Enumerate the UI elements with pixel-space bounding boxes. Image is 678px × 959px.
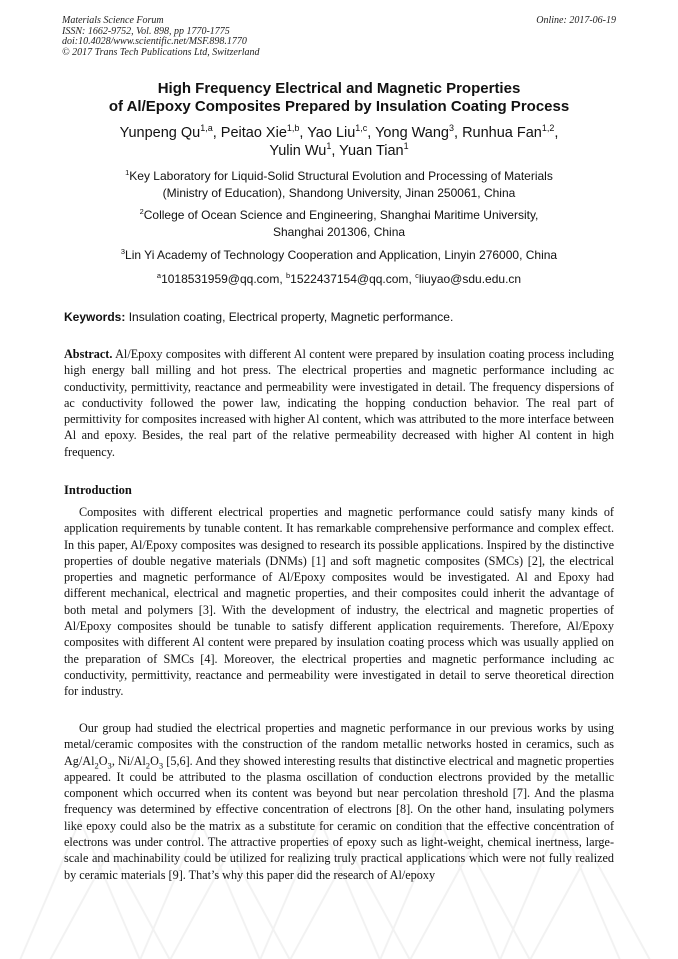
issn-line: ISSN: 1662-9752, Vol. 898, pp 1770-1775 [62,25,230,37]
email-address: 1522437154@qq.com [290,272,409,286]
affiliation-2 [50,207,628,240]
email-mark: b [286,271,291,280]
subscript: 2 [145,760,151,771]
subscript: 3 [158,760,164,771]
keywords-section [64,309,614,325]
subscript: 3 [107,760,112,771]
author-name: Yulin Wu [269,143,327,159]
publication-info [62,16,260,58]
subscript: 2 [94,760,99,771]
author-separator: , [367,125,376,141]
keywords-label: Keywords: [64,310,126,324]
author-name: Runhua Fan [462,125,542,141]
affiliation-3 [50,247,628,264]
affiliation-number: 1 [125,168,130,177]
author-name: Peitao Xie [220,125,287,141]
email-mark: c [415,271,419,280]
online-date: Online: 2017-06-19 [536,15,616,26]
author-affiliation-mark: 1,b [286,123,300,134]
author-list [50,124,628,160]
author-separator: , [554,125,559,141]
abstract-label: Abstract. [64,347,113,361]
author-affiliation-mark: 1 [403,141,409,152]
author-separator: , [331,143,340,159]
author-affiliation-mark: 1 [326,141,332,152]
author-line-1 [50,124,628,142]
abstract-paragraph [64,346,614,460]
author-separator: , [212,125,221,141]
introduction-paragraph-2 [64,720,614,883]
affiliation-text: Shanghai 201306, China [272,224,406,239]
author-line-2 [50,142,628,160]
author-affiliation-mark: 1,c [355,123,368,134]
affiliation-text: (Ministry of Education), Shandong University, Jinan 250061, China [162,185,516,200]
author-name: Yunpeng Qu [119,125,201,141]
author-name: Yuan Tian [339,143,404,159]
affiliation-number: 2 [139,207,144,216]
author-affiliation-mark: 3 [449,123,454,134]
affiliation-1 [50,168,628,201]
author-emails [50,271,628,287]
paragraph-text: O [150,753,159,768]
paragraph-text: O [98,753,108,768]
keywords-text: Insulation coating, Electrical property, Magnetic performance. [125,310,454,324]
author-affiliation-mark: 1,a [200,123,213,134]
abstract-text: Al/Epoxy composites with different Al content were prepared by insulation coating process including high energy ball milling and hot press. The electrical properties and magnetic performance including ac conductivity, permittivity, reactance and permeability were investigated in detail. The frequency dispersions of ac conductivity followed the power law, indicating the hopping conduction behavior. The real part of permittivity for composites increased with higher Al content, which was attributed to the more interface between Al and epoxy. Besides, the real part of the relative permeability decreased with higher Al content in high frequency. [64,347,614,459]
affiliation-text: Lin Yi Academy of Technology Cooperation and Application, Linyin 276000, China [125,248,558,262]
author-separator: , [454,125,463,141]
email-address: 1018531959@qq.com [161,272,280,286]
email-separator: , [408,272,416,286]
paragraph-text: , Ni/Al [111,753,146,768]
copyright-line: © 2017 Trans Tech Publications Ltd, Switzerland [62,46,260,58]
email-address: liuyao@sdu.edu.cn [418,272,522,286]
author-affiliation-mark: 1,2 [541,123,555,134]
affiliation-text: College of Ocean Science and Engineering, Shanghai Maritime University, [143,208,539,222]
title-line-1: High Frequency Electrical and Magnetic Properties [157,80,521,97]
author-separator: , [299,125,308,141]
title-line-2: of Al/Epoxy Composites Prepared by Insulation Coating Process [108,97,570,115]
doi-line: doi:10.4028/www.scientific.net/MSF.898.1770 [62,36,247,47]
introduction-heading: Introduction [64,483,132,497]
affiliation-text: Key Laboratory for Liquid-Solid Structural Evolution and Processing of Materials [129,169,553,183]
paragraph-text: [5,6]. And they showed interesting results that distinctive electrical and magnetic properties appeared. It could be attributed to the plasma oscillation of conduction electrons provided by the metallic component which occurred when its content was beyond but near percolation threshold [7]. And the plasma frequency was determined by effective concentration of electrons [8]. On the other hand, insulating polymers like epoxy could also be the matrix as a substitute for ceramic on condition that the effective concentration of electrons was under control. The attractive properties of epoxy such as light-weight, chemical inertness, large-scale and machinability could be utilized for realizing truly practical applications which were not fully realized by ceramic materials [9]. That’s why this paper did the research of Al/epoxy [64,753,614,882]
author-name: Yao Liu [307,125,356,141]
paragraph-text: Our group had studied the electrical properties and magnetic performance in our previous works by using metal/ceramic composites with the construction of the random metallic networks hosted in ceramics, such as Ag/Al [64,721,614,768]
email-separator: , [279,272,287,286]
author-name: Yong Wang [375,125,449,141]
journal-name: Materials Science Forum [62,15,164,26]
affiliation-number: 3 [120,247,126,256]
introduction-paragraph-1: Composites with different electrical properties and magnetic performance could satisfy many kinds of application requirements by tunable content. It has remarkable comprehensive performance and complex effect. In this paper, Al/Epoxy composites was designed to research its possible applications. Inspired by the distinctive properties of double negative materials (DNMs) [1] and soft magnetic composites (SMCs) [2], the electrical properties and magnetic performance of Al/Epoxy composites would be investigated. Al and Epoxy had different mechanical, electrical and magnetic properties, and their composites could inherit the advantage of both metal and polymers [3]. With the development of industry, the electrical and magnetic properties of Al/Epoxy composites should be tunable to satisfy different application requirements. Therefore, Al/Epoxy composites with different Al content were prepared by insulation coating process which was usually applied on the preparation of SMCs [4]. Moreover, the electrical properties and magnetic performance including ac conductivity, permittivity, reactance and permeability were investigated in detail to serve theoretical direction for industry. [64,505,614,699]
email-mark: a [156,271,162,280]
paper-title [50,80,628,115]
